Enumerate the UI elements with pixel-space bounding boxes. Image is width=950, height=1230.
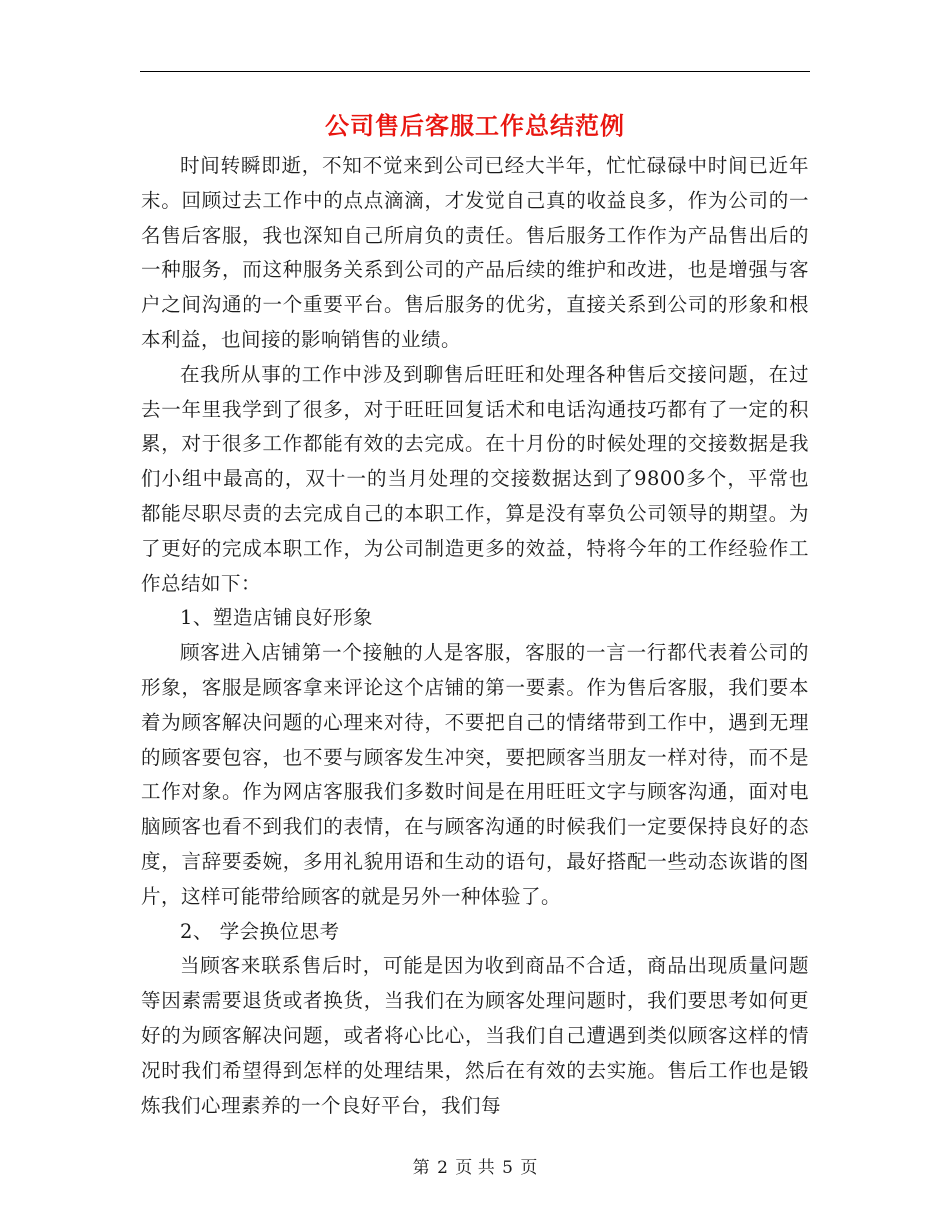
paragraph-intro: 时间转瞬即逝，不知不觉来到公司已经大半年，忙忙碌碌中时间已近年末。回顾过去工作中的点点滴滴，才发觉自己真的收益良多，作为公司的一名售后客服，我也深知自己所肩负的责任。售后服务工作作为产品售出后的一种服务，而这种服务关系到公司的产品后续的维护和改进，也是增强与客户之间沟通的一个重要平台。售后服务的优劣，直接关系到公司的形象和根本利益，也间接的影响销售的业绩。 (141, 154, 809, 351)
document-body (141, 149, 809, 1123)
footer-total-pages: 5 (502, 1158, 513, 1178)
header-rule (140, 71, 810, 72)
footer-middle: 页 共 (455, 1158, 495, 1178)
page-footer (0, 1153, 950, 1178)
paragraph-shop-image: 顾客进入店铺第一个接触的人是客服，客服的一言一行都代表着公司的形象，客服是顾客拿来评论这个店铺的第一要素。作为售后客服，我们要本着为顾客解决问题的心理来对待，不要把自己的情绪带到工作中，遇到无理的顾客要包容，也不要与顾客发生冲突，要把顾客当朋友一样对待，而不是工作对象。作为网店客服我们多数时间是在用旺旺文字与顾客沟通，面对电脑顾客也看不到我们的表情，在与顾客沟通的时候我们一定要保持良好的态度，言辞要委婉，多用礼貌用语和生动的语句，最好搭配一些动态诙谐的图片，这样可能带给顾客的就是另外一种体验了。 (141, 641, 809, 908)
page-title: 公司售后客服工作总结范例 (325, 111, 625, 140)
section-heading-2: 2、 学会换位思考 (180, 919, 340, 943)
paragraph-empathy: 当顾客来联系售后时，可能是因为收到商品不合适，商品出现质量问题等因素需要退货或者换货，当我们在为顾客处理问题时，我们要思考如何更好的为顾客解决问题，或者将心比心，当我们自己遭遇到类似顾客这样的情况时我们希望得到怎样的处理结果，然后在有效的去实施。售后工作也是锻炼我们心理素养的一个良好平台，我们每 (141, 954, 809, 1117)
footer-suffix: 页 (520, 1158, 538, 1178)
section-heading-1: 1、塑造店铺良好形象 (180, 606, 373, 630)
footer-prefix: 第 (412, 1158, 430, 1178)
paragraph-experience: 在我所从事的工作中涉及到聊售后旺旺和处理各种售后交接问题，在过去一年里我学到了很多，对于旺旺回复话术和电话沟通技巧都有了一定的积累，对于很多工作都能有效的去完成。在十月份的时候处理的交接数据是我们小组中最高的，双十一的当月处理的交接数据达到了9800多个，平常也都能尽职尽责的去完成自己的本职工作，算是没有辜负公司领导的期望。为了更好的完成本职工作，为公司制造更多的效益，特将今年的工作经验作工作总结如下： (141, 362, 809, 595)
footer-page-number: 2 (437, 1158, 448, 1178)
